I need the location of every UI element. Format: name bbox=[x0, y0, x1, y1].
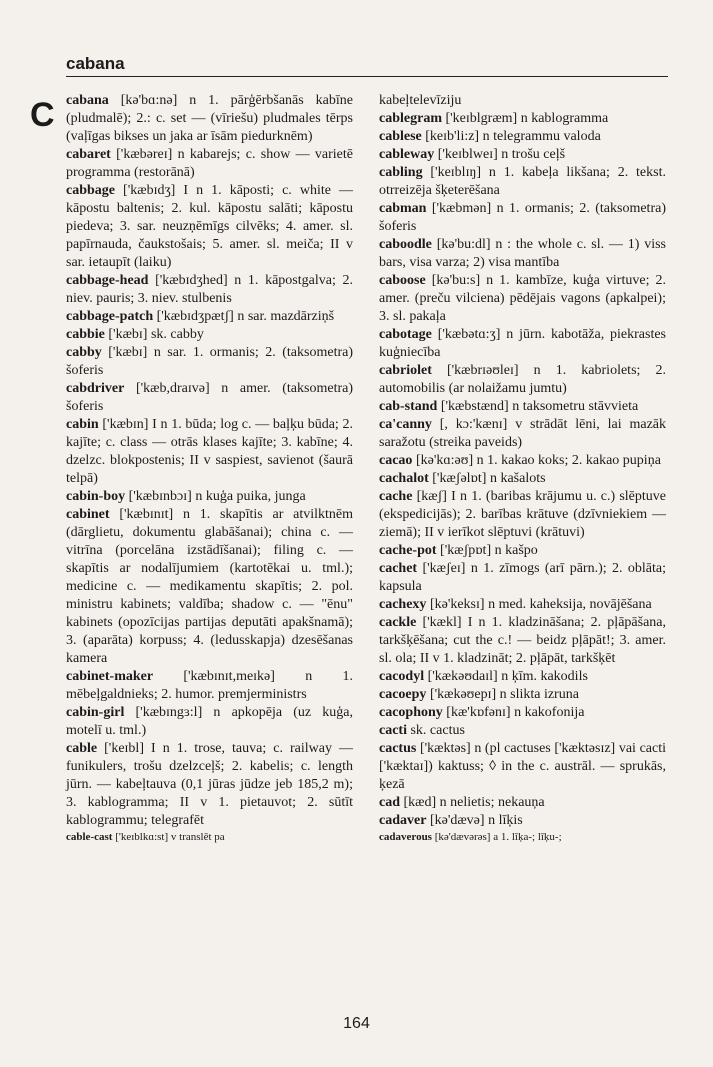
dictionary-entry bbox=[66, 92, 353, 146]
entry-pronunciation: ['kæbɪngɜ:l] bbox=[124, 705, 214, 720]
entry-definition: n 1. kakao koks; 2. kakao pupiņa bbox=[476, 453, 661, 468]
entry-pronunciation: ['keɪbl] bbox=[97, 741, 152, 756]
entry-pronunciation: [kə'keksɪ] bbox=[426, 597, 489, 612]
dictionary-entry bbox=[379, 272, 666, 326]
entry-definition: kabeļtelevīziju bbox=[379, 93, 462, 108]
dictionary-entry bbox=[66, 488, 353, 506]
entry-headword: cacti bbox=[379, 723, 407, 738]
entry-headword: cabdriver bbox=[66, 381, 125, 396]
entry-definition: n sar. 1. ormanis; 2. (taksometra) šoferis bbox=[66, 345, 353, 378]
entry-pronunciation: ['kæbɪn] bbox=[98, 417, 153, 432]
entry-definition: v translēt pa bbox=[170, 831, 225, 843]
dictionary-entry bbox=[379, 110, 666, 128]
entry-pronunciation: ['keɪblgræm] bbox=[441, 111, 521, 126]
dictionary-entry bbox=[379, 470, 666, 488]
entry-definition: v strādāt lēni, lai mazāk saražotu (streika paveids) bbox=[379, 417, 666, 450]
entry-pronunciation: ['kæbɪ] bbox=[104, 327, 151, 342]
entry-definition: I n 1. būda; log c. — baļķu būda; 2. kajīte; c. class — otrās klases kajīte; 3. kabīne; 4. dzelzc. blokpostenis; II v saspiest, savienot (šaurā telpā) bbox=[66, 417, 353, 486]
right-column bbox=[379, 92, 666, 844]
entry-pronunciation: [kə'dævə] bbox=[426, 813, 489, 828]
dictionary-entry bbox=[66, 506, 353, 668]
dictionary-entry bbox=[379, 200, 666, 236]
dictionary-entry bbox=[66, 182, 353, 272]
entry-headword: cablese bbox=[379, 129, 422, 144]
header-rule bbox=[66, 76, 668, 77]
entry-headword: cacoepy bbox=[379, 687, 427, 702]
entry-pronunciation: ['kæbɪdʒ] bbox=[115, 183, 184, 198]
entry-headword: cabaret bbox=[66, 147, 111, 162]
running-head: cabana bbox=[66, 54, 125, 73]
dictionary-entry bbox=[379, 686, 666, 704]
entry-headword: cabana bbox=[66, 93, 109, 108]
entry-headword: cabbie bbox=[66, 327, 105, 342]
dictionary-entry bbox=[379, 812, 666, 830]
entry-definition: n nelietis; nekauņa bbox=[439, 795, 545, 810]
entry-definition: n 1. zīmogs (arī pārn.); 2. oblāta; kapsula bbox=[379, 561, 666, 594]
dictionary-entry bbox=[379, 560, 666, 596]
letter-tab: C bbox=[30, 96, 55, 134]
dictionary-entry bbox=[379, 326, 666, 362]
dictionary-entry bbox=[66, 668, 353, 704]
entry-definition: I n 1. kladzināšana; 2. pļāpāšana, tarkšķēšana; cut the c.! — beidz pļāpāt!; 3. amer. sl. ola; II v 1. kladzināt; 2. pļāpāt, tarkšķēt bbox=[379, 615, 666, 666]
entry-headword: cachexy bbox=[379, 597, 427, 612]
entry-pronunciation: ['kæbɪnɪt,meɪkə] bbox=[153, 669, 306, 684]
entry-pronunciation: [kə'bu:dl] bbox=[431, 237, 496, 252]
entry-pronunciation: [kə'bɑ:nə] bbox=[108, 93, 190, 108]
entry-headword: cadaverous bbox=[379, 831, 432, 843]
entry-headword: cabling bbox=[379, 165, 423, 180]
entry-pronunciation: [, kɔ:'kænɪ] bbox=[431, 417, 516, 432]
dictionary-entry bbox=[379, 596, 666, 614]
entry-headword: caboodle bbox=[379, 237, 432, 252]
dictionary-entry bbox=[379, 740, 666, 794]
entry-definition: n : the whole c. sl. — 1) viss bars, visa varza; 2) visa mantība bbox=[379, 237, 666, 270]
entry-definition: n kašalots bbox=[489, 471, 546, 486]
entry-headword: ca'canny bbox=[379, 417, 432, 432]
entry-headword: cabbage-head bbox=[66, 273, 149, 288]
entry-pronunciation: ['keɪblkɑ:st] bbox=[112, 831, 171, 843]
dictionary-entry bbox=[379, 236, 666, 272]
entry-definition: I n 1. kāposti; c. white — kāpostu baltenis; 2. kul. kāpostu salāti; kāpostu piedeva; 3. sar. neuzņēmīgs cilvēks; 4. amer. sl. papīrnauda, čaukstošais; 5. amer. sl. meiča; II v sar. ietaupīt (laiku) bbox=[66, 183, 353, 270]
entry-headword: cab-stand bbox=[379, 399, 438, 414]
entry-headword: cacodyl bbox=[379, 669, 425, 684]
entry-pronunciation: ['kæktəs] bbox=[416, 741, 475, 756]
dictionary-entry bbox=[66, 704, 353, 740]
entry-definition: n jūrn. kabotāža, piekrastes kuģniecība bbox=[379, 327, 666, 360]
dictionary-entry bbox=[379, 164, 666, 200]
entry-definition: n sar. mazdārziņš bbox=[237, 309, 335, 324]
dictionary-entry bbox=[379, 830, 666, 844]
entry-definition: n līķis bbox=[488, 813, 523, 828]
entry-definition: n amer. (taksometra) šoferis bbox=[66, 381, 353, 414]
entry-headword: cabbage bbox=[66, 183, 115, 198]
dictionary-entry bbox=[379, 794, 666, 812]
entry-headword: cacophony bbox=[379, 705, 443, 720]
dictionary-entry bbox=[66, 380, 353, 416]
dictionary-entry bbox=[379, 452, 666, 470]
entry-headword: cablegram bbox=[379, 111, 442, 126]
dictionary-entry bbox=[66, 830, 353, 844]
entry-definition: n (pl cactuses ['kæktəsɪz] vai cacti ['kæktaɪ]) kaktuss; ◊ in the c. austrāl. — sprukās, ķezā bbox=[379, 741, 666, 792]
entry-headword: cableway bbox=[379, 147, 435, 162]
entry-pronunciation: ['kæb,draɪvə] bbox=[124, 381, 222, 396]
entry-definition: n kabarejs; c. show — varietē programma (restorānā) bbox=[66, 147, 353, 180]
entry-headword: cabinet-maker bbox=[66, 669, 154, 684]
entry-pronunciation: ['kæbəreɪ] bbox=[110, 147, 178, 162]
entry-pronunciation: ['kækəʊepɪ] bbox=[426, 687, 500, 702]
entry-headword: cacao bbox=[379, 453, 413, 468]
entry-pronunciation: ['kæʃəlɒt] bbox=[428, 471, 490, 486]
dictionary-entry bbox=[379, 128, 666, 146]
dictionary-entry bbox=[66, 146, 353, 182]
entry-pronunciation: ['kæbɪdʒpætʃ] bbox=[153, 309, 238, 324]
entry-headword: cachalot bbox=[379, 471, 429, 486]
entry-definition: n med. kaheksija, novājēšana bbox=[488, 597, 652, 612]
entry-definition: I n 1. (baribas krājumu u. c.) slēptuve (ekspedicijās); 2. barības krātuve (dzīvniekiem — ziemā); II v ierīkot slēptuvi (krātuvi) bbox=[379, 489, 666, 540]
dictionary-entry bbox=[379, 362, 666, 398]
entry-definition: n slikta izruna bbox=[499, 687, 579, 702]
entry-headword: cadaver bbox=[379, 813, 427, 828]
entry-definition: sk. cactus bbox=[410, 723, 465, 738]
dictionary-entry bbox=[66, 308, 353, 326]
dictionary-entry bbox=[66, 326, 353, 344]
page-number: 164 bbox=[343, 1015, 370, 1032]
entry-definition: n 1. kambīze, kuģa virtuve; 2. amer. (preču vilciena) pēdējais vagons (apkalpei); 3. sl. pakaļa bbox=[379, 273, 666, 324]
dictionary-entry bbox=[379, 614, 666, 668]
dictionary-entry bbox=[379, 146, 666, 164]
entry-pronunciation: ['kæbɪnɪt] bbox=[109, 507, 183, 522]
entry-pronunciation: ['keɪblɪŋ] bbox=[422, 165, 489, 180]
entry-pronunciation: ['kæbɪdʒhed] bbox=[148, 273, 235, 288]
dictionary-entry bbox=[66, 344, 353, 380]
entry-definition: n kašpo bbox=[494, 543, 538, 558]
entry-headword: cabman bbox=[379, 201, 427, 216]
entry-headword: caboose bbox=[379, 273, 426, 288]
entry-definition: n kuģa puika, junga bbox=[195, 489, 306, 504]
entry-definition: n 1. skapītis ar atvilktnēm (dārglietu, dokumentu glabāšanai); china c. — vitrīna (porcelāna izstādīšanai); filing c. — skapītis ar nodalījumiem (kartotēkai u. tml.); medicine c. — medikamentu skapītis; 2. pol. ministru kabinets; valdība; shadow c. — "ēnu" kabinets (opozīcijas partijas deputāti apakšnamā); 3. (aparāta) korpuss; 4. (ledusskapja) dzesēšanas kamera bbox=[66, 507, 353, 666]
dictionary-entry bbox=[66, 740, 353, 830]
entry-headword: cabby bbox=[66, 345, 102, 360]
entry-headword: cabbage-patch bbox=[66, 309, 154, 324]
entry-definition: n 1. ormanis; 2. (taksometra) šoferis bbox=[379, 201, 666, 234]
entry-definition: I n 1. trose, tauva; c. railway — funikulers, trošu dzelzceļš; 2. kabelis; c. length jūrn. — kabeļtauva (0,1 jūras jūdze jeb 185,2 m); 3. kablogramma; II v 1. pietauvot; 2. sūtīt kablogrammu; telegrafēt bbox=[66, 741, 353, 828]
entry-headword: cactus bbox=[379, 741, 417, 756]
dictionary-entry bbox=[379, 668, 666, 686]
entry-definition: n apkopēja (uz kuģa, motelī u. tml.) bbox=[66, 705, 354, 738]
entry-pronunciation: [kæʃ] bbox=[412, 489, 452, 504]
entry-headword: cabotage bbox=[379, 327, 432, 342]
entry-headword: cachet bbox=[379, 561, 418, 576]
entry-headword: cable bbox=[66, 741, 98, 756]
entry-pronunciation: ['keɪblweɪ] bbox=[434, 147, 502, 162]
entry-headword: cache-pot bbox=[379, 543, 437, 558]
entry-definition: n trošu ceļš bbox=[501, 147, 566, 162]
entry-pronunciation: [kæd] bbox=[400, 795, 440, 810]
entry-pronunciation: ['kæʃpɒt] bbox=[436, 543, 495, 558]
left-column bbox=[66, 92, 353, 844]
entry-headword: cabin-boy bbox=[66, 489, 126, 504]
entry-pronunciation: ['kæbətɑ:ʒ] bbox=[431, 327, 507, 342]
entry-headword: cable-cast bbox=[66, 831, 113, 843]
entry-headword: cabriolet bbox=[379, 363, 432, 378]
entry-pronunciation: [kə'bu:s] bbox=[425, 273, 487, 288]
entry-headword: cabinet bbox=[66, 507, 110, 522]
entry-headword: cache bbox=[379, 489, 413, 504]
entry-definition: n 1. pārģērbšanās kabīne (pludmalē); 2.: c. set — (vīriešu) pludmales tērps (vaļīgas bikses un jaka ar īsām piedurknēm) bbox=[66, 93, 353, 144]
entry-headword: cad bbox=[379, 795, 400, 810]
dictionary-entry bbox=[379, 722, 666, 740]
entry-pronunciation: ['kæbɪ] bbox=[101, 345, 154, 360]
entry-pronunciation: ['kæbrɪəʊleɪ] bbox=[431, 363, 534, 378]
entry-definition: n ķīm. kakodils bbox=[501, 669, 588, 684]
entry-pronunciation: ['kækəʊdaɪl] bbox=[424, 669, 502, 684]
entry-pronunciation: ['kæbmən] bbox=[426, 201, 497, 216]
dictionary-entry bbox=[379, 416, 666, 452]
entry-headword: cabin-girl bbox=[66, 705, 125, 720]
entry-headword: cabin bbox=[66, 417, 99, 432]
entry-definition: a 1. līķa-; līķu-; bbox=[493, 831, 562, 843]
entry-pronunciation: ['kæʃeɪ] bbox=[417, 561, 471, 576]
entry-pronunciation: [keɪb'li:z] bbox=[421, 129, 483, 144]
entry-definition: n 1. kāpostgalva; 2. niev. pauris; 3. niev. stulbenis bbox=[66, 273, 353, 306]
entry-definition: n kakofonija bbox=[514, 705, 585, 720]
entry-definition: n 1. kabriolets; 2. automobilis (ar nolaižamu jumtu) bbox=[379, 363, 666, 396]
entry-definition: n telegrammu valoda bbox=[482, 129, 601, 144]
entry-headword: cackle bbox=[379, 615, 417, 630]
entry-pronunciation: ['kæbɪnbɔɪ] bbox=[125, 489, 196, 504]
entry-definition: n kablogramma bbox=[520, 111, 609, 126]
entry-pronunciation: [kə'dævərəs] bbox=[431, 831, 494, 843]
entry-definition: sk. cabby bbox=[150, 327, 204, 342]
entry-definition: n 1. kabeļa likšana; 2. tekst. otrreizēja šķeterēšana bbox=[379, 165, 666, 198]
dictionary-entry bbox=[379, 542, 666, 560]
entry-pronunciation: [kæ'kɒfənɪ] bbox=[442, 705, 515, 720]
entry-pronunciation: [kə'kɑ:əʊ] bbox=[412, 453, 477, 468]
dictionary-entry bbox=[379, 488, 666, 542]
entry-definition: n 1. mēbeļgaldnieks; 2. humor. premjerministrs bbox=[66, 669, 353, 702]
entry-definition: n taksometru stāvvieta bbox=[512, 399, 639, 414]
dictionary-entry bbox=[66, 416, 353, 488]
entry-pronunciation: ['kækl] bbox=[416, 615, 468, 630]
dictionary-entry bbox=[379, 704, 666, 722]
dictionary-entry bbox=[379, 398, 666, 416]
dictionary-entry bbox=[379, 92, 666, 110]
dictionary-entry bbox=[66, 272, 353, 308]
entry-pronunciation: ['kæbstænd] bbox=[437, 399, 513, 414]
